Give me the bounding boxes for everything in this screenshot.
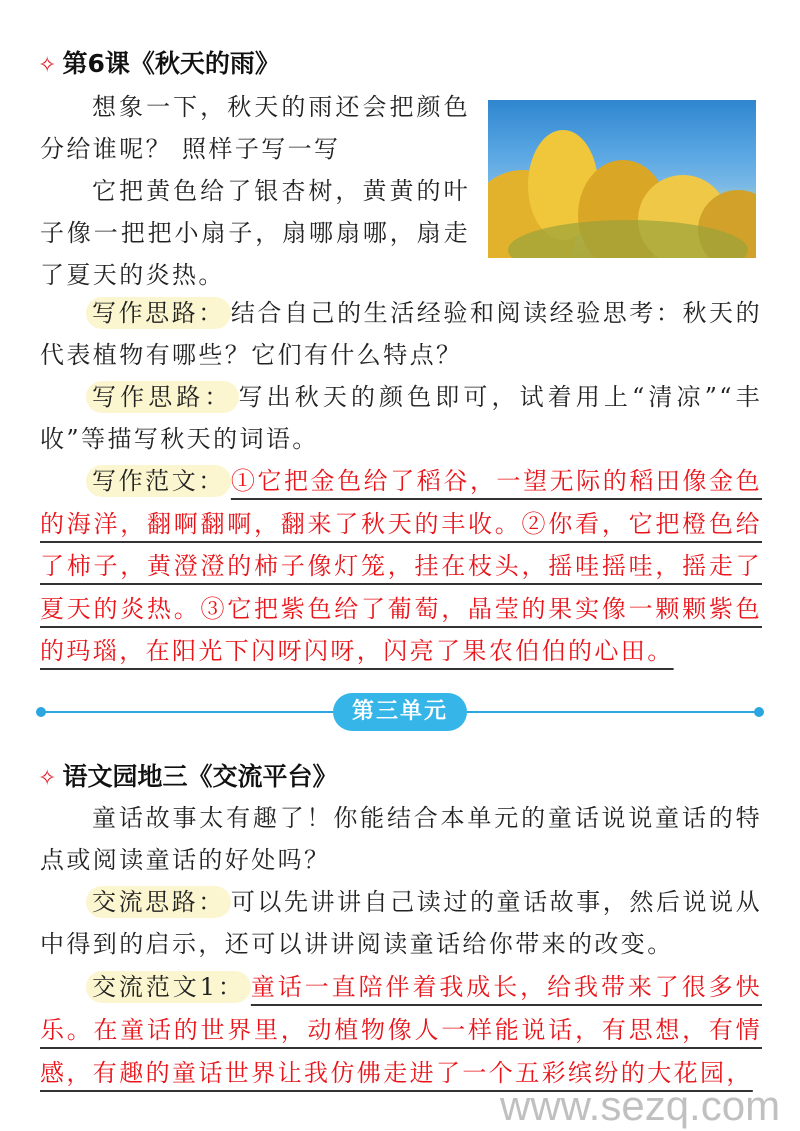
garden-hint <box>40 881 762 965</box>
hint-text: 结合自己的生活经验和阅读经验思考：秋天的代表植物有哪些？它们有什么特点？ <box>40 299 763 369</box>
hint-2 <box>40 376 762 460</box>
watermark: www.sezq.com <box>500 1082 781 1129</box>
lesson-example: 它把黄色给了银杏树，黄黄的叶子像一把把小扇子，扇哪扇哪，扇走了夏天的炎热。 <box>40 177 470 289</box>
garden-prompt: 童话故事太有趣了！你能结合本单元的童话说说童话的特点或阅读童话的好处吗？ <box>40 804 762 874</box>
divider-dot <box>754 707 764 717</box>
divider-dot <box>36 707 46 717</box>
sparkle-icon: ✧ <box>38 766 57 791</box>
sample-text: ①它把金色给了稻谷，一望无际的稻田像金色的海洋，翻啊翻啊，翻来了秋天的丰收。②你看，它把橙色给了柿子，黄澄澄的柿子像灯笼，挂在枝头，摇哇摇哇，摇走了夏天的炎热。③它把紫色给了葡萄，晶莹的果实像一颗颗紫色的玛瑙，在阳光下闪呀闪呀，闪亮了果农伯伯的心田。 <box>40 467 763 665</box>
sample-text: 童话一直陪伴着我成长，给我带来了很多快乐。在童话的世界里，动植物像人一样能说话，有思想，有情感，有趣的童话世界让我仿佛走进了一个五彩缤纷的大花园， <box>40 973 762 1087</box>
hint-text: 写出秋天的颜色即可，试着用上“清凉”“丰收”等描写秋天的词语。 <box>40 383 763 453</box>
sample-label: 交流范文1： <box>86 971 251 1003</box>
sample-essay <box>40 460 762 673</box>
garden-title <box>38 757 337 793</box>
sample-label: 写作范文： <box>86 465 231 497</box>
garden-title-text: 语文园地三《交流平台》 <box>62 762 338 791</box>
lesson-title-text: 第6课《秋天的雨》 <box>62 49 280 78</box>
lesson-title <box>38 44 280 80</box>
unit-badge: 第三单元 <box>333 693 467 731</box>
sparkle-icon: ✧ <box>38 53 57 78</box>
hint-label: 写作思路： <box>86 297 231 329</box>
hint-label: 写作思路： <box>86 381 239 413</box>
lesson-prompt: 想象一下，秋天的雨还会把颜色分给谁呢？ 照样子写一写 <box>40 93 470 163</box>
hint-label: 交流思路： <box>86 886 231 918</box>
hint-1 <box>40 292 762 376</box>
hint-text: 可以先讲讲自己读过的童话故事，然后说说从中得到的启示，还可以讲讲阅读童话给你带来的改变。 <box>40 888 763 958</box>
autumn-rain-illustration <box>488 100 756 258</box>
garden-sample <box>40 966 762 1095</box>
